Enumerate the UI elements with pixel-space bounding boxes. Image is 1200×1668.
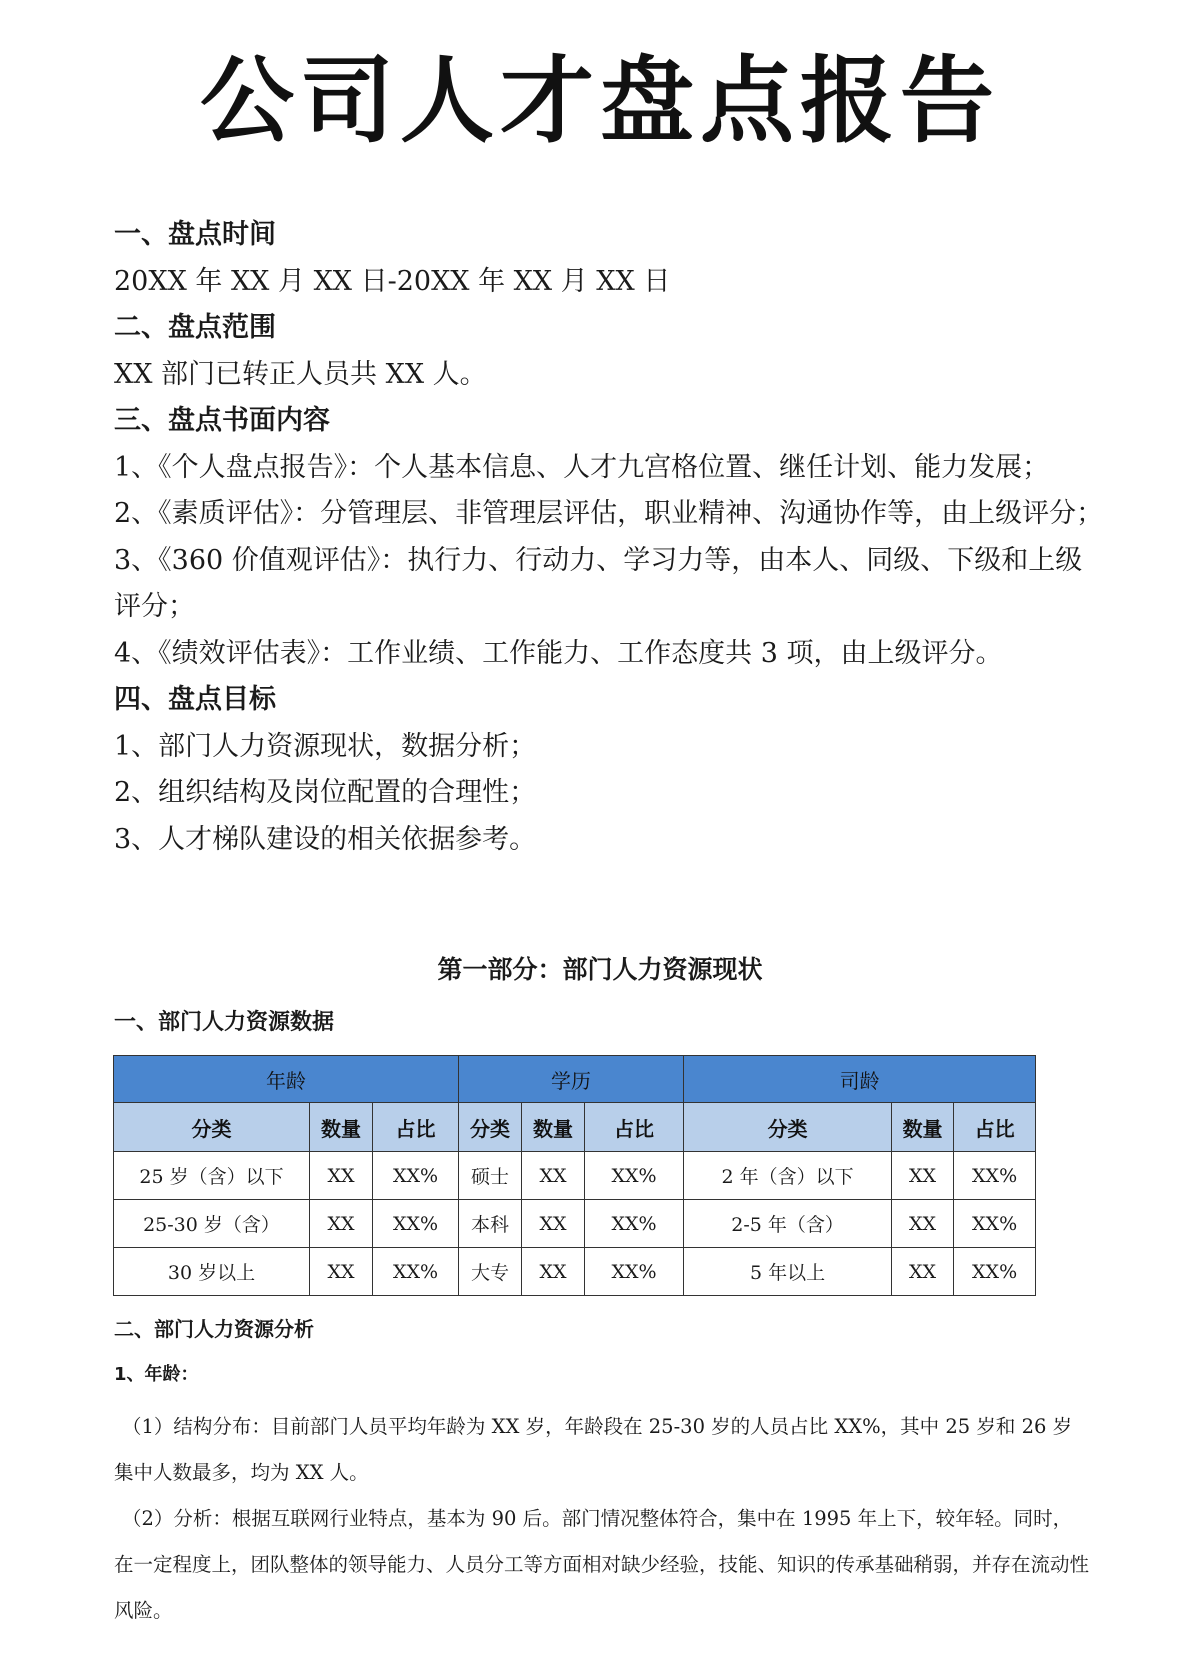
group-header-tenure: 司龄 (684, 1056, 1036, 1103)
table-cell: XX (310, 1152, 373, 1200)
table-cell: XX% (585, 1152, 684, 1200)
column-header: 数量 (892, 1103, 954, 1152)
section-heading: 四、盘点目标 (114, 684, 276, 715)
report-intro (114, 212, 1104, 863)
data-heading: 一、部门人力资源数据 (114, 1010, 335, 1035)
table-cell: XX% (954, 1152, 1036, 1200)
table-cell: 2 年（含）以下 (684, 1152, 892, 1200)
column-header: 分类 (459, 1103, 522, 1152)
table-cell: XX (522, 1152, 585, 1200)
table-cell: XX% (373, 1152, 459, 1200)
table-cell: XX% (585, 1200, 684, 1248)
table-row (114, 1152, 1036, 1200)
section-written-content (114, 398, 1104, 677)
table-row (114, 1200, 1036, 1248)
table-cell: 5 年以上 (684, 1248, 892, 1296)
section-line: 20XX 年 XX 月 XX 日-20XX 年 XX 月 XX 日 (114, 265, 671, 297)
table-row (114, 1248, 1036, 1296)
column-header: 数量 (522, 1103, 585, 1152)
section-line: 3、《360 价值观评估》：执行力、行动力、学习力等，由本人、同级、下级和上级评分； (114, 544, 1083, 622)
column-header: 占比 (373, 1103, 459, 1152)
section-line: 1、《个人盘点报告》：个人基本信息、人才九宫格位置、继任计划、能力发展； (114, 451, 1050, 483)
table-cell: 硕士 (459, 1152, 522, 1200)
table-cell: XX (892, 1248, 954, 1296)
table-cell: XX% (585, 1248, 684, 1296)
section-goals (114, 677, 1104, 863)
section-heading: 一、盘点时间 (114, 219, 276, 250)
analysis-paragraph: （1）结构分布：目前部门人员平均年龄为 XX 岁，年龄段在 25-30 岁的人员占比 XX%，其中 25 岁和 26 岁集中人数最多，均为 XX 人。 (114, 1415, 1073, 1484)
section-time (114, 212, 1104, 305)
column-header: 数量 (310, 1103, 373, 1152)
column-header: 分类 (684, 1103, 892, 1152)
table-cell: XX% (373, 1248, 459, 1296)
section-line: 1、部门人力资源现状，数据分析； (114, 730, 537, 762)
table-cell: 本科 (459, 1200, 522, 1248)
table-cell: XX (892, 1152, 954, 1200)
part-title: 第一部分：部门人力资源现状 (437, 955, 763, 984)
analysis-heading: 二、部门人力资源分析 (114, 1317, 314, 1341)
section-scope (114, 305, 1104, 398)
analysis-paragraph: （2）分析：根据互联网行业特点，基本为 90 后。部门情况整体符合，集中在 1995 年上下，较年轻。同时，在一定程度上，团队整体的领导能力、人员分工等方面相对缺少经验，技能、知识的传承基础稍弱，并存在流动性风险。 (114, 1507, 1090, 1622)
column-header: 分类 (114, 1103, 310, 1152)
table-group-header-row (114, 1056, 1036, 1103)
section-line: 4、《绩效评估表》：工作业绩、工作能力、工作态度共 3 项，由上级评分。 (114, 637, 1003, 669)
hr-data-table (113, 1055, 1036, 1296)
age-analysis (114, 1404, 1089, 1634)
section-heading: 三、盘点书面内容 (114, 405, 330, 436)
table-sub-header-row (114, 1103, 1036, 1152)
report-title: 公司人才盘点报告 (199, 47, 1000, 156)
table-cell: XX% (954, 1248, 1036, 1296)
column-header: 占比 (954, 1103, 1036, 1152)
section-heading: 二、盘点范围 (114, 312, 276, 343)
table-cell: 25 岁（含）以下 (114, 1152, 310, 1200)
table-cell: XX% (373, 1200, 459, 1248)
table-cell: 25-30 岁（含） (114, 1200, 310, 1248)
table-cell: XX% (954, 1200, 1036, 1248)
age-heading: 1、年龄： (114, 1364, 199, 1385)
table-cell: XX (522, 1200, 585, 1248)
column-header: 占比 (585, 1103, 684, 1152)
table-cell: 大专 (459, 1248, 522, 1296)
section-line: 3、人才梯队建设的相关依据参考。 (114, 823, 537, 855)
table-cell: XX (892, 1200, 954, 1248)
table-cell: XX (310, 1200, 373, 1248)
table-cell: 2-5 年（含） (684, 1200, 892, 1248)
section-line: 2、组织结构及岗位配置的合理性； (114, 777, 537, 808)
group-header-education: 学历 (459, 1056, 684, 1103)
table-cell: XX (522, 1248, 585, 1296)
section-line: 2、《素质评估》：分管理层、非管理层评估，职业精神、沟通协作等，由上级评分； (114, 498, 1104, 529)
section-line: XX 部门已转正人员共 XX 人。 (114, 358, 487, 390)
group-header-age: 年龄 (114, 1056, 459, 1103)
table-cell: XX (310, 1248, 373, 1296)
table-cell: 30 岁以上 (114, 1248, 310, 1296)
